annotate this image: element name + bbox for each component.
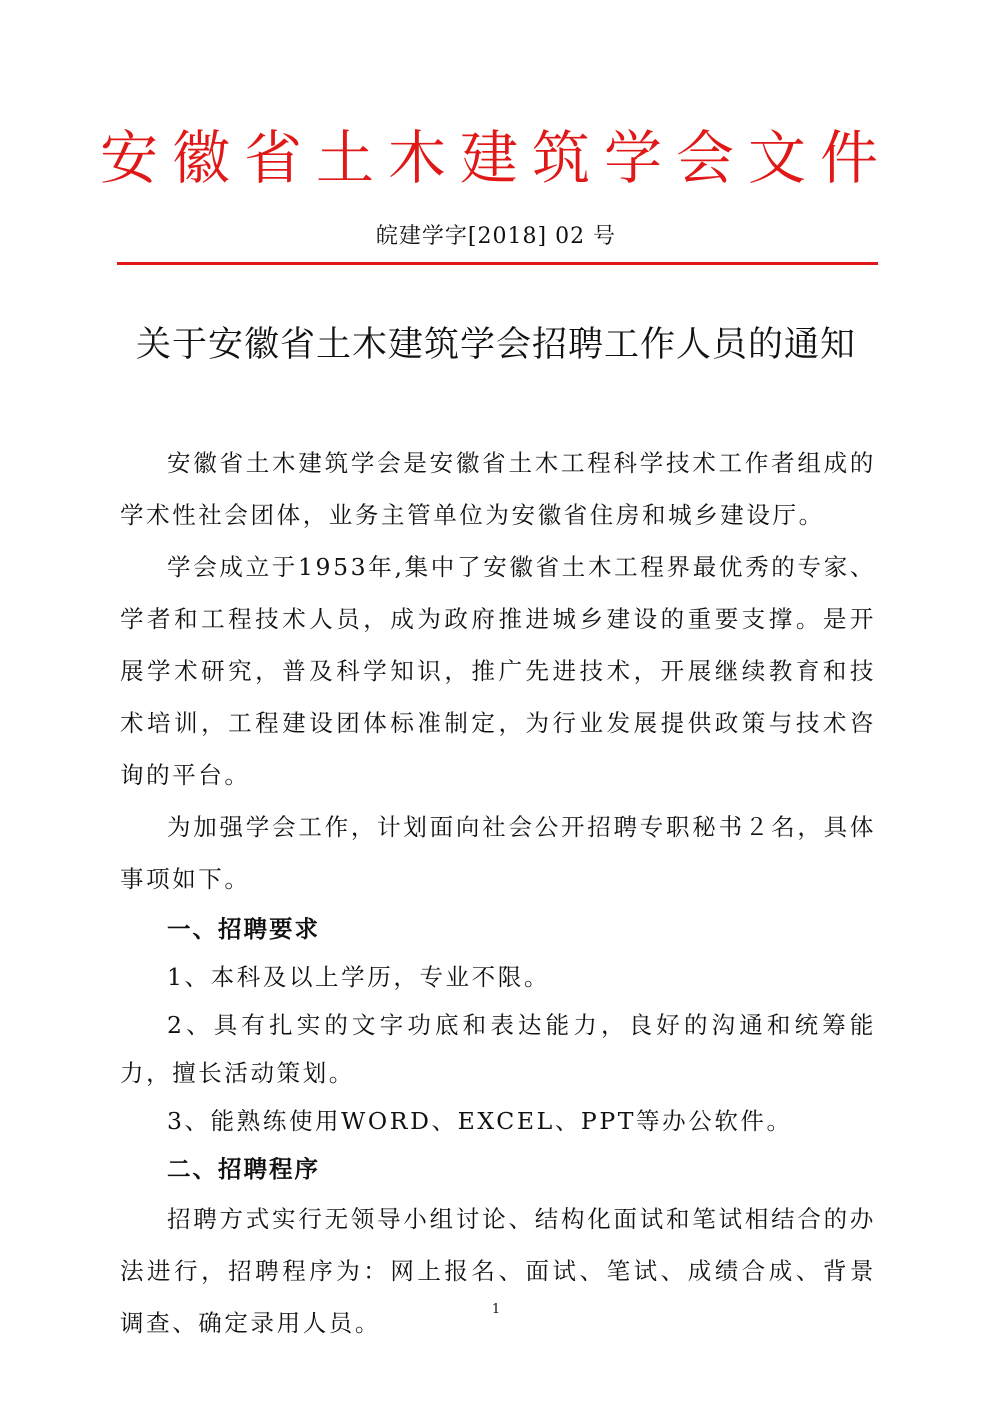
section-heading-procedure: 二、招聘程序 — [167, 1155, 320, 1183]
document-number: 皖建学字[2018] 02 号 — [375, 224, 617, 249]
intro-paragraph: 安徽省土木建筑学会是安徽省土木工程科学技术工作者组成的学术性社会团体，业务主管单位为安徽省住房和城乡建设厅。 — [120, 449, 876, 529]
document-body — [120, 437, 876, 1349]
history-paragraph: 学会成立于1953年,集中了安徽省土木工程界最优秀的专家、学者和工程技术人员，成为政府推进城乡建设的重要支撑。是开展学术研究，普及科学知识，推广先进技术，开展继续教育和技术培训，工程建设团体标准制定，为行业发展提供政策与技术咨询的平台。 — [120, 553, 876, 789]
page-number: 1 — [491, 1302, 501, 1317]
requirement-item: 3、能熟练使用WORD、EXCEL、PPT等办公软件。 — [167, 1107, 793, 1135]
procedure-paragraph: 招聘方式实行无领导小组讨论、结构化面试和笔试相结合的办法进行，招聘程序为：网上报名、面试、笔试、成绩合成、背景调查、确定录用人员。 — [120, 1205, 876, 1337]
section-heading-requirements: 一、招聘要求 — [167, 915, 320, 943]
notice-title: 关于安徽省土木建筑学会招聘工作人员的通知 — [135, 325, 856, 365]
red-separator-rule — [117, 262, 878, 265]
requirement-item: 1、本科及以上学历，专业不限。 — [167, 963, 550, 991]
document-header-title: 安徽省土木建筑学会文件 — [99, 124, 892, 192]
plan-paragraph: 为加强学会工作，计划面向社会公开招聘专职秘书２名，具体事项如下。 — [120, 813, 876, 893]
requirement-item: 2、具有扎实的文字功底和表达能力，良好的沟通和统筹能力，擅长活动策划。 — [120, 1011, 876, 1087]
